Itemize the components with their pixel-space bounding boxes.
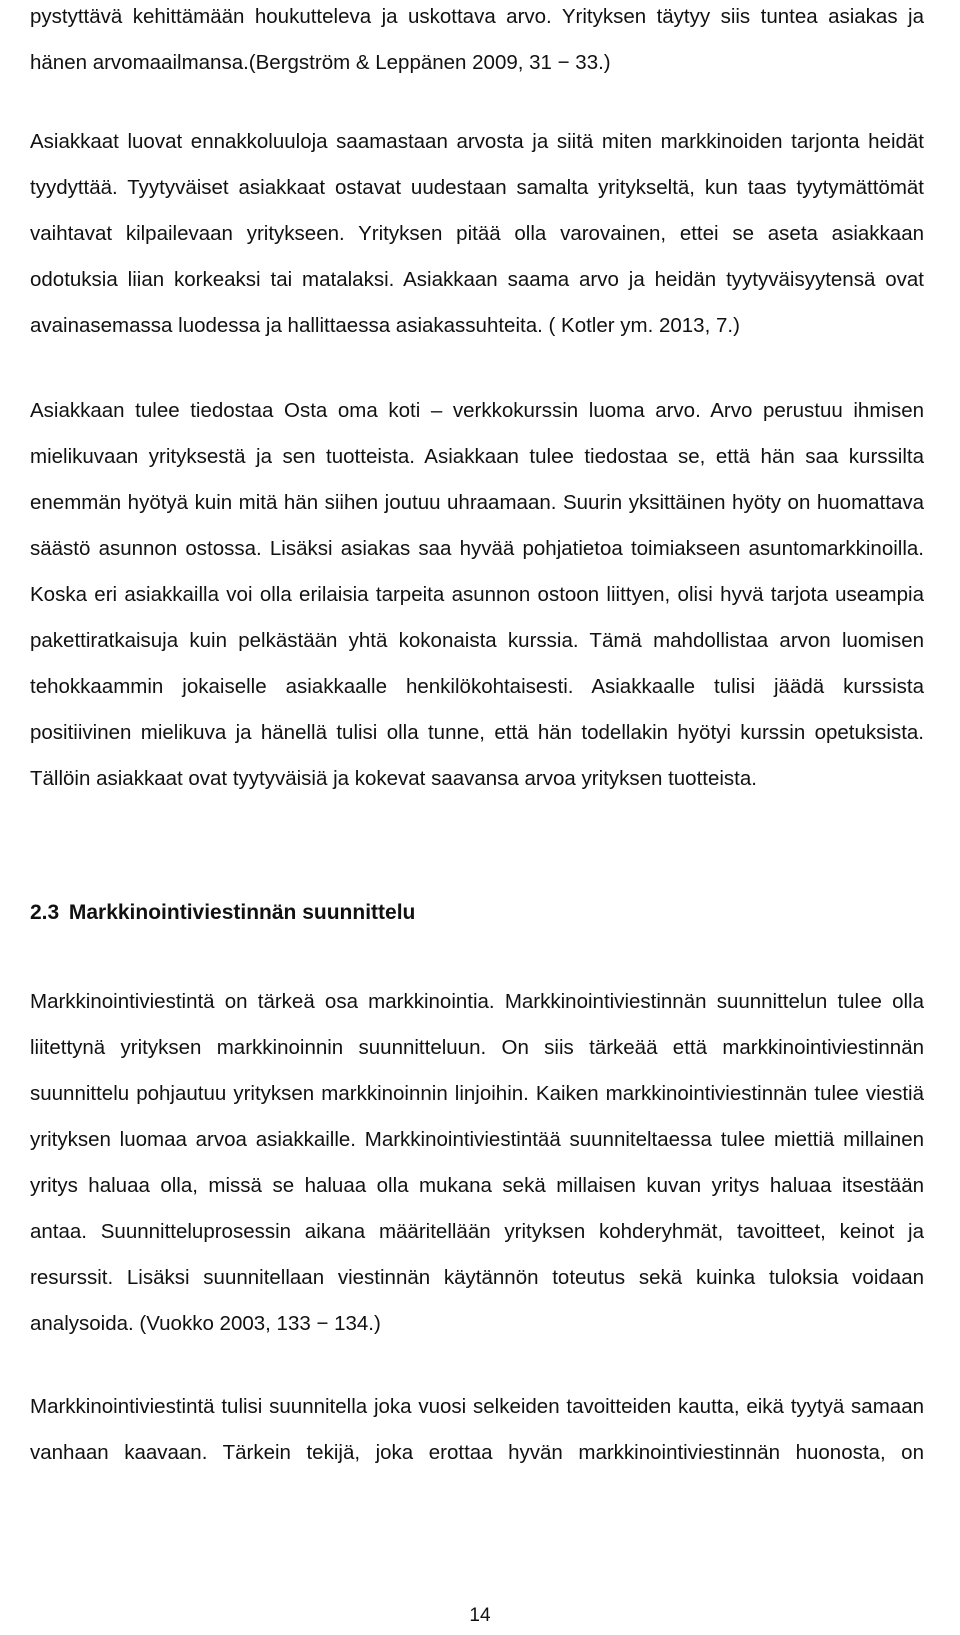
text-line: mielikuvaan yrityksestä ja sen tuotteista. Asiakkaan tulee tiedostaa se, että hän saa kurssilta <box>30 445 924 468</box>
text-line: hänen arvomaailmansa.(Bergström & Leppänen 2009, 31 − 33.) <box>30 51 611 74</box>
text-line: yrityksen luomaa arvoa asiakkaille. Markkinointiviestintää suunniteltaessa tulee miettiä millainen <box>30 1128 924 1151</box>
text-line: Tällöin asiakkaat ovat tyytyväisiä ja kokevat saavansa arvoa yrityksen tuotteista. <box>30 767 757 790</box>
paragraph-3 <box>30 388 924 802</box>
text-line: pakettiratkaisuja kuin pelkästään yhtä kokonaista kurssia. Tämä mahdollistaa arvon luomisen <box>30 629 924 652</box>
text-line: odotuksia liian korkeaksi tai matalaksi. Asiakkaan saama arvo ja heidän tyytyväisyytensä ovat <box>30 268 924 291</box>
section-number: 2.3 <box>30 901 60 924</box>
text-line: liitettynä yrityksen markkinoinnin suunnitteluun. On siis tärkeää että markkinointiviestinnän <box>30 1036 924 1059</box>
text-line: vaihtavat kilpailevaan yritykseen. Yrityksen pitää olla varovainen, ettei se aseta asiakkaan <box>30 222 924 245</box>
text-line: vanhaan kaavaan. Tärkein tekijä, joka erottaa hyvän markkinointiviestinnän huonosta, on <box>30 1441 924 1464</box>
text-line: tehokkaammin jokaiselle asiakkaalle henkilökohtaisesti. Asiakkaalle tulisi jäädä kurssista <box>30 675 924 698</box>
text-line: suunnittelu pohjautuu yrityksen markkinoinnin linjoihin. Kaiken markkinointiviestinnän tulee viestiä <box>30 1082 924 1105</box>
text-line: avainasemassa luodessa ja hallittaessa asiakassuhteita. ( Kotler ym. 2013, 7.) <box>30 314 740 337</box>
text-line: Markkinointiviestintä tulisi suunnitella joka vuosi selkeiden tavoitteiden kautta, eikä tyytyä samaan <box>30 1395 924 1418</box>
page-number: 14 <box>469 1605 491 1626</box>
text-line: positiivinen mielikuva ja hänellä tulisi olla tunne, että hän todellakin hyötyi kurssin opetuksista. <box>30 721 924 744</box>
paragraph-2 <box>30 119 924 349</box>
text-line: Koska eri asiakkailla voi olla erilaisia tarpeita asunnon ostoon liittyen, olisi hyvä tarjota useampia <box>30 583 924 606</box>
paragraph-4 <box>30 979 924 1347</box>
text-line: resurssit. Lisäksi suunnitellaan viestinnän käytännön toteutus sekä kuinka tuloksia voidaan <box>30 1266 924 1289</box>
section-heading <box>30 890 924 936</box>
section-title: Markkinointiviestinnän suunnittelu <box>68 901 416 924</box>
text-line: Markkinointiviestintä on tärkeä osa markkinointia. Markkinointiviestinnän suunnittelun tulee olla <box>30 990 924 1013</box>
text-line: pystyttävä kehittämään houkutteleva ja uskottava arvo. Yrityksen täytyy siis tuntea asiakas ja <box>30 5 924 28</box>
text-line: Asiakkaan tulee tiedostaa Osta oma koti – verkkokurssin luoma arvo. Arvo perustuu ihmisen <box>30 399 924 422</box>
text-line: tyydyttää. Tyytyväiset asiakkaat ostavat uudestaan samalta yritykseltä, kun taas tyytymättömät <box>30 176 924 199</box>
text-line: yritys haluaa olla, missä se haluaa olla mukana sekä millaisen kuvan yritys haluaa itsestään <box>30 1174 924 1197</box>
text-line: enemmän hyötyä kuin mitä hän siihen joutuu uhraamaan. Suurin yksittäinen hyöty on huomattava <box>30 491 924 514</box>
text-line: säästö asunnon ostossa. Lisäksi asiakas saa hyvää pohjatietoa toimiakseen asuntomarkkinoilla. <box>30 537 924 560</box>
paragraph-5 <box>30 1384 924 1476</box>
text-line: analysoida. (Vuokko 2003, 133 − 134.) <box>30 1312 381 1335</box>
paragraph-1 <box>30 0 924 86</box>
text-line: antaa. Suunnitteluprosessin aikana määritellään yrityksen kohderyhmät, tavoitteet, keinot ja <box>30 1220 924 1243</box>
text-line: Asiakkaat luovat ennakkoluuloja saamastaan arvosta ja siitä miten markkinoiden tarjonta heidät <box>30 130 924 153</box>
